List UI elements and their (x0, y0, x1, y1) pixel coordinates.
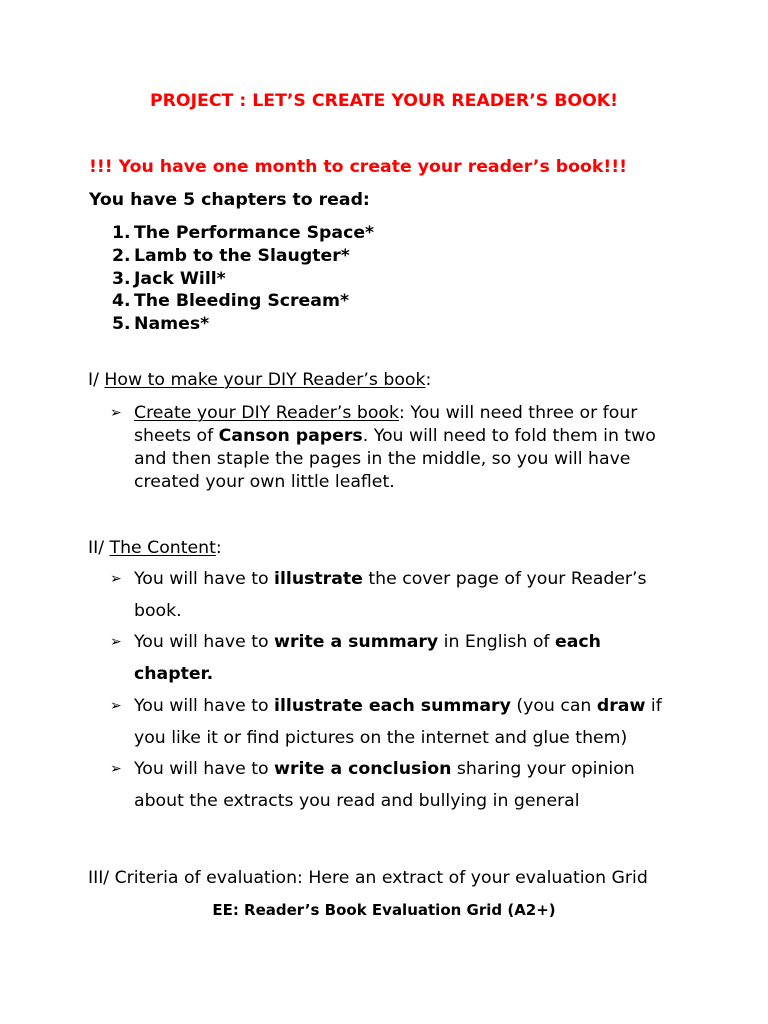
requirement-emphasis: illustrate each summary (274, 695, 511, 716)
requirement-line (134, 596, 662, 628)
chapter-number: 3. (112, 268, 131, 289)
requirement-emphasis: draw (596, 695, 646, 716)
chapter-number: 1. (112, 223, 131, 243)
requirement-line (110, 754, 662, 786)
section-1-title: How to make your DIY Reader’s book (104, 370, 426, 390)
bullet-arrow-icon: ➢ (110, 697, 122, 714)
chapter-title: The Bleeding Scream* (134, 291, 349, 312)
requirement-text: You will have to (134, 759, 275, 780)
requirement-text: (you can (510, 695, 597, 716)
requirement-line (134, 786, 662, 818)
requirement-emphasis: each (554, 632, 601, 653)
requirement-text: You will have to (134, 632, 275, 653)
requirement-emphasis: write a summary (274, 632, 439, 653)
instruction-emphasis: Canson papers (218, 426, 363, 446)
instruction-lead: Create your DIY Reader’s book (134, 403, 399, 423)
requirement-emphasis: write a conclusion (274, 759, 452, 780)
section-2-colon: : (215, 538, 222, 558)
bullet-arrow-icon: ➢ (110, 761, 122, 778)
chapter-number: 5. (112, 314, 131, 334)
requirement-text: in English of (438, 632, 555, 653)
chapter-title: Lamb to the Slaugter* (134, 245, 350, 266)
chapter-list (112, 222, 374, 336)
instruction-text: . You will need to fold them in two (362, 426, 656, 446)
instruction-line (134, 471, 656, 494)
instruction-line (134, 448, 656, 471)
chapter-number: 2. (112, 245, 131, 266)
instruction-line (134, 425, 656, 448)
deadline-notice: !!! You have one month to create your reader’s book!!! (89, 157, 628, 177)
requirement-item (110, 564, 662, 627)
evaluation-grid-title: EE: Reader’s Book Evaluation Grid (A2+) (212, 901, 556, 919)
section-2-heading (88, 537, 222, 560)
bullet-arrow-icon: ➢ (110, 405, 122, 421)
instruction-text: sheets of (134, 426, 219, 446)
bullet-arrow-icon: ➢ (110, 634, 122, 651)
requirement-text: you like it or find pictures on the internet and glue them) (134, 727, 628, 748)
instruction-text: and then staple the pages in the middle, so you will have (134, 449, 631, 469)
requirement-text: the cover page of your Reader’s (362, 569, 647, 589)
requirement-emphasis: chapter. (134, 664, 214, 685)
chapter-item (112, 313, 374, 336)
requirement-text: book. (134, 600, 182, 621)
section-1-numeral: I/ (88, 370, 105, 390)
chapter-title: Names* (134, 314, 210, 334)
chapter-item (112, 245, 374, 268)
section-2-title: The Content (109, 538, 216, 558)
requirement-text: sharing your opinion (451, 759, 635, 780)
content-requirements-list (110, 564, 662, 818)
section-1-colon: : (425, 370, 432, 390)
instruction-line (110, 402, 656, 425)
requirement-text: if (645, 695, 662, 716)
section-3-heading: III/ Criteria of evaluation: Here an extract of your evaluation Grid (88, 868, 648, 888)
chapter-number: 4. (112, 291, 131, 312)
requirement-item (110, 627, 662, 690)
requirement-item (110, 691, 662, 754)
section-1-heading (88, 369, 431, 392)
requirement-item (110, 754, 662, 817)
requirement-line (134, 659, 662, 691)
bullet-arrow-icon: ➢ (110, 571, 122, 587)
requirement-text: You will have to (134, 695, 275, 716)
requirement-text: about the extracts you read and bullying in general (134, 790, 580, 811)
project-title: PROJECT : LET’S CREATE YOUR READER’S BOOK! (149, 91, 619, 111)
requirement-line (110, 564, 662, 596)
chapter-title: The Performance Space* (134, 223, 375, 243)
section-2-numeral: II/ (88, 538, 110, 558)
instruction-text: : You will need three or four (399, 403, 638, 423)
requirement-line (134, 723, 662, 755)
chapter-title: Jack Will* (134, 268, 226, 289)
requirement-line (110, 627, 662, 659)
chapters-intro: You have 5 chapters to read: (89, 190, 370, 210)
chapter-item (112, 222, 374, 245)
section-1-instruction (110, 402, 656, 494)
requirement-text: You will have to (134, 569, 275, 589)
chapter-item (112, 268, 374, 291)
instruction-text: created your own little leaflet. (134, 472, 395, 492)
chapter-item (112, 290, 374, 313)
requirement-line (110, 691, 662, 723)
requirement-emphasis: illustrate (274, 569, 363, 589)
